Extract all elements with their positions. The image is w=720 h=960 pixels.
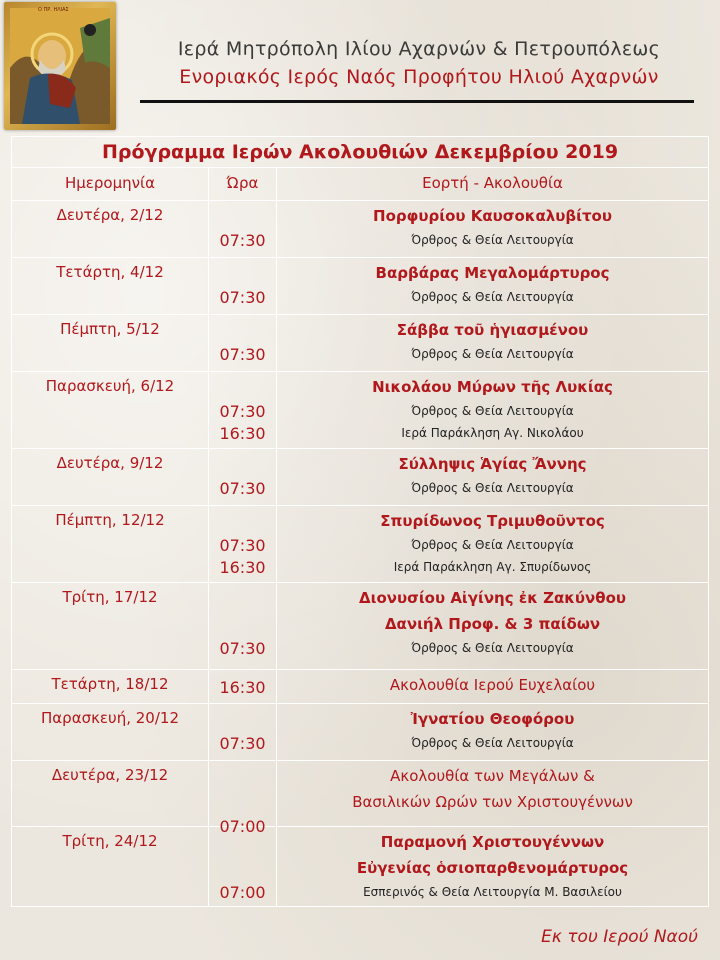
- row-date: Δευτέρα, 9/12: [12, 449, 209, 506]
- row-feast-cell: [277, 201, 709, 258]
- schedule-row: [12, 449, 709, 506]
- schedule-row: [12, 704, 709, 761]
- service-description: Όρθρος & Θεία Λειτουργία: [411, 347, 574, 361]
- row-feast-cell: [277, 827, 709, 907]
- feast-name: Νικολάου Μύρων τῆς Λυκίας: [372, 378, 613, 396]
- feast-name: Ακολουθία Ιερού Ευχελαίου: [389, 676, 596, 694]
- row-date: Τρίτη, 24/12: [12, 827, 209, 907]
- row-feast-cell: [277, 506, 709, 583]
- feast-name: Διονυσίου Αἰγίνης ἐκ Ζακύνθου: [359, 589, 626, 607]
- row-date: Πέμπτη, 12/12: [12, 506, 209, 583]
- row-time: 07:30: [219, 231, 266, 250]
- schedule-row: [12, 258, 709, 315]
- row-time: 07:30: [219, 288, 266, 307]
- row-time: 07:30: [219, 402, 266, 421]
- feast-name: Εὐγενίας ὁσιοπαρθενομάρτυρος: [356, 859, 629, 877]
- row-time: 07:00: [219, 817, 266, 836]
- feast-name: Ἰγνατίου Θεοφόρου: [410, 710, 575, 728]
- schedule-row: [12, 315, 709, 372]
- service-description: Όρθρος & Θεία Λειτουργία: [411, 641, 574, 655]
- row-feast-cell: [277, 670, 709, 704]
- service-description: Όρθρος & Θεία Λειτουργία: [411, 290, 574, 304]
- row-time-cell: [209, 506, 277, 583]
- row-date: Πέμπτη, 5/12: [12, 315, 209, 372]
- service-description: Όρθρος & Θεία Λειτουργία: [411, 538, 574, 552]
- schedule-title: Πρόγραμμα Ιερών Ακολουθιών Δεκεμβρίου 2019: [12, 137, 709, 168]
- row-time: 07:30: [219, 345, 266, 364]
- metropolis-title: Ιερά Μητρόπολη Ιλίου Αχαρνών & Πετρουπόλεως: [177, 38, 661, 60]
- service-description: Ιερά Παράκληση Αγ. Σπυρίδωνος: [393, 560, 592, 574]
- row-date: Τετάρτη, 18/12: [12, 670, 209, 704]
- row-feast-cell: [277, 449, 709, 506]
- row-time: 16:30: [219, 424, 266, 443]
- row-feast-cell: [277, 704, 709, 761]
- feast-name: Βαρβάρας Μεγαλομάρτυρος: [375, 264, 610, 282]
- feast-name: Βασιλικών Ωρών των Χριστουγέννων: [352, 793, 633, 811]
- schedule-row: [12, 201, 709, 258]
- row-time-cell: [209, 258, 277, 315]
- row-time-cell: [209, 372, 277, 449]
- saint-icon-image: [4, 2, 116, 130]
- column-header-time: Ώρα: [209, 168, 277, 201]
- row-time: 07:30: [219, 639, 266, 658]
- icon-caption: Ο ΠΡ. ΗΛΙΑΣ: [38, 7, 69, 13]
- feast-name: Σάββα τοῦ ἡγιασμένου: [396, 321, 589, 339]
- schedule-row: [12, 670, 709, 704]
- schedule-row: [12, 506, 709, 583]
- row-time-cell: [209, 704, 277, 761]
- service-description: Όρθρος & Θεία Λειτουργία: [411, 404, 574, 418]
- row-time: 16:30: [219, 678, 266, 697]
- row-feast-cell: [277, 761, 709, 827]
- feast-name: Ακολουθία των Μεγάλων &: [390, 767, 595, 785]
- row-time-cell: [209, 201, 277, 258]
- prophet-elijah-icon: [10, 8, 110, 124]
- row-feast-cell: [277, 583, 709, 670]
- row-date: Δευτέρα, 2/12: [12, 201, 209, 258]
- header-divider: [140, 100, 694, 103]
- service-description: Όρθρος & Θεία Λειτουργία: [411, 736, 574, 750]
- feast-name: Πορφυρίου Καυσοκαλυβίτου: [373, 207, 612, 225]
- row-date: Δευτέρα, 23/12: [12, 761, 209, 827]
- row-time: 16:30: [219, 558, 266, 577]
- parish-title: Ενοριακός Ιερός Ναός Προφήτου Ηλιού Αχαρνών: [179, 66, 659, 88]
- footer-signature: Εκ του Ιερού Ναού: [541, 927, 698, 947]
- feast-name: Σπυρίδωνος Τριμυθοῦντος: [380, 512, 605, 530]
- row-time-cell: [209, 583, 277, 670]
- service-description: Ιερά Παράκληση Αγ. Νικολάου: [401, 426, 584, 440]
- row-time: 07:30: [219, 734, 266, 753]
- feast-name: Δανιήλ Προφ. & 3 παίδων: [384, 615, 601, 633]
- service-description: Εσπερινός & Θεία Λειτουργία Μ. Βασιλείου: [363, 885, 622, 899]
- row-time: 07:00: [219, 883, 266, 902]
- feast-name: Παραμονή Χριστουγέννων: [380, 833, 605, 851]
- feast-name: Σύλληψις Ἁγίας Ἄννης: [398, 455, 587, 473]
- row-feast-cell: [277, 372, 709, 449]
- row-date: Τρίτη, 17/12: [12, 583, 209, 670]
- row-time: 07:30: [219, 479, 266, 498]
- service-description: Όρθρος & Θεία Λειτουργία: [411, 481, 574, 495]
- row-date: Τετάρτη, 4/12: [12, 258, 209, 315]
- column-header-feast: Εορτή - Ακολουθία: [277, 168, 709, 201]
- row-time-cell: [209, 670, 277, 704]
- row-feast-cell: [277, 258, 709, 315]
- column-header-date: Ημερομηνία: [12, 168, 209, 201]
- row-time-cell: [209, 449, 277, 506]
- row-time: 07:30: [219, 536, 266, 555]
- schedule-row: [12, 761, 709, 827]
- row-feast-cell: [277, 315, 709, 372]
- row-date: Παρασκευή, 6/12: [12, 372, 209, 449]
- schedule-body: [12, 201, 709, 907]
- row-time-cell: [209, 827, 277, 907]
- row-date: Παρασκευή, 20/12: [12, 704, 209, 761]
- row-time-cell: [209, 761, 277, 836]
- row-time-cell: [209, 315, 277, 372]
- service-description: Όρθρος & Θεία Λειτουργία: [411, 233, 574, 247]
- schedule-row: [12, 827, 709, 907]
- schedule-row: [12, 583, 709, 670]
- schedule-row: [12, 372, 709, 449]
- schedule-table: [11, 136, 709, 907]
